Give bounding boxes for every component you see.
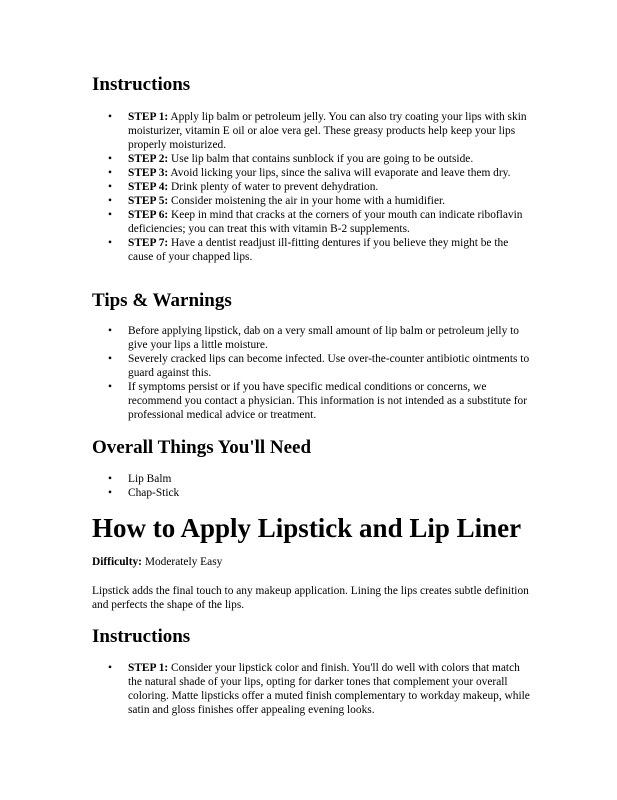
instructions-steps-list: [92, 110, 532, 265]
lipstick-instructions-heading: Instructions: [92, 626, 191, 647]
step-text: Have a dentist readjust ill-fitting dentures if you believe they might be the cause of your chapped lips.: [128, 237, 509, 264]
step-label: STEP 6:: [128, 209, 169, 222]
step-text: Keep in mind that cracks at the corners of your mouth can indicate riboflavin deficiencies; you can treat this with vitamin B-2 supplements.: [128, 209, 523, 236]
step-label: STEP 3:: [128, 167, 169, 180]
step-item: [92, 166, 532, 180]
tips-heading: Tips & Warnings: [92, 290, 232, 311]
step-text: Consider moistening the air in your home with a humidifier.: [168, 195, 446, 208]
step-item: [92, 236, 532, 264]
tip-item: • Severely cracked lips can become infected. Use over-the-counter antibiotic ointments to guard against this.: [92, 352, 532, 380]
things-needed-list: [92, 472, 532, 500]
step-label: STEP 1:: [128, 111, 169, 123]
step-text: Apply lip balm or petroleum jelly. You can also try coating your lips with skin moisturizer, vitamin E oil or aloe vera gel. These greasy products help keep your lips properly moisturized.: [128, 111, 527, 152]
step-label: STEP 1:: [128, 662, 169, 674]
step-item: [92, 208, 532, 236]
step-item: [92, 194, 532, 208]
things-needed-heading: Overall Things You'll Need: [92, 437, 312, 458]
step-label: STEP 5:: [128, 195, 169, 208]
tips-list: [92, 324, 532, 422]
tip-item: • If symptoms persist or if you have specific medical conditions or concerns, we recommend you contact a physician. This information is not intended as a substitute for professional medical advice or treatment.: [92, 380, 532, 422]
article-intro: Lipstick adds the final touch to any makeup application. Lining the lips creates subtle definition and perfects the shape of the lips.: [92, 585, 529, 612]
tip-item: • Before applying lipstick, dab on a very small amount of lip balm or petroleum jelly to give your lips a little moisture.: [92, 324, 532, 352]
difficulty-line: [92, 555, 532, 569]
step-label: STEP 7:: [128, 237, 169, 250]
step-item: [92, 661, 532, 717]
lipstick-steps-list: [92, 661, 532, 717]
step-text: Use lip balm that contains sunblock if you are going to be outside.: [168, 153, 474, 166]
difficulty-value: Moderately Easy: [141, 556, 223, 568]
difficulty-label: Difficulty:: [92, 556, 142, 568]
step-text: Avoid licking your lips, since the saliva will evaporate and leave them dry.: [168, 167, 511, 180]
step-item: [92, 152, 532, 166]
step-item: [92, 110, 532, 152]
step-text: Drink plenty of water to prevent dehydration.: [168, 181, 379, 194]
needed-item: • Chap-Stick: [92, 486, 532, 500]
step-label: STEP 2:: [128, 153, 169, 166]
article-title: How to Apply Lipstick and Lip Liner: [92, 513, 522, 543]
instructions-heading: Instructions: [92, 74, 191, 95]
step-label: STEP 4:: [128, 181, 169, 194]
step-item: [92, 180, 532, 194]
needed-item: • Lip Balm: [92, 472, 532, 486]
step-text: Consider your lipstick color and finish. You'll do well with colors that match the natural shade of your lips, opting for darker tones that complement your overall coloring. Matte lipsticks offer a muted finish complementary to workday makeup, while satin and gloss finishes offer appealing evening looks.: [128, 662, 530, 717]
